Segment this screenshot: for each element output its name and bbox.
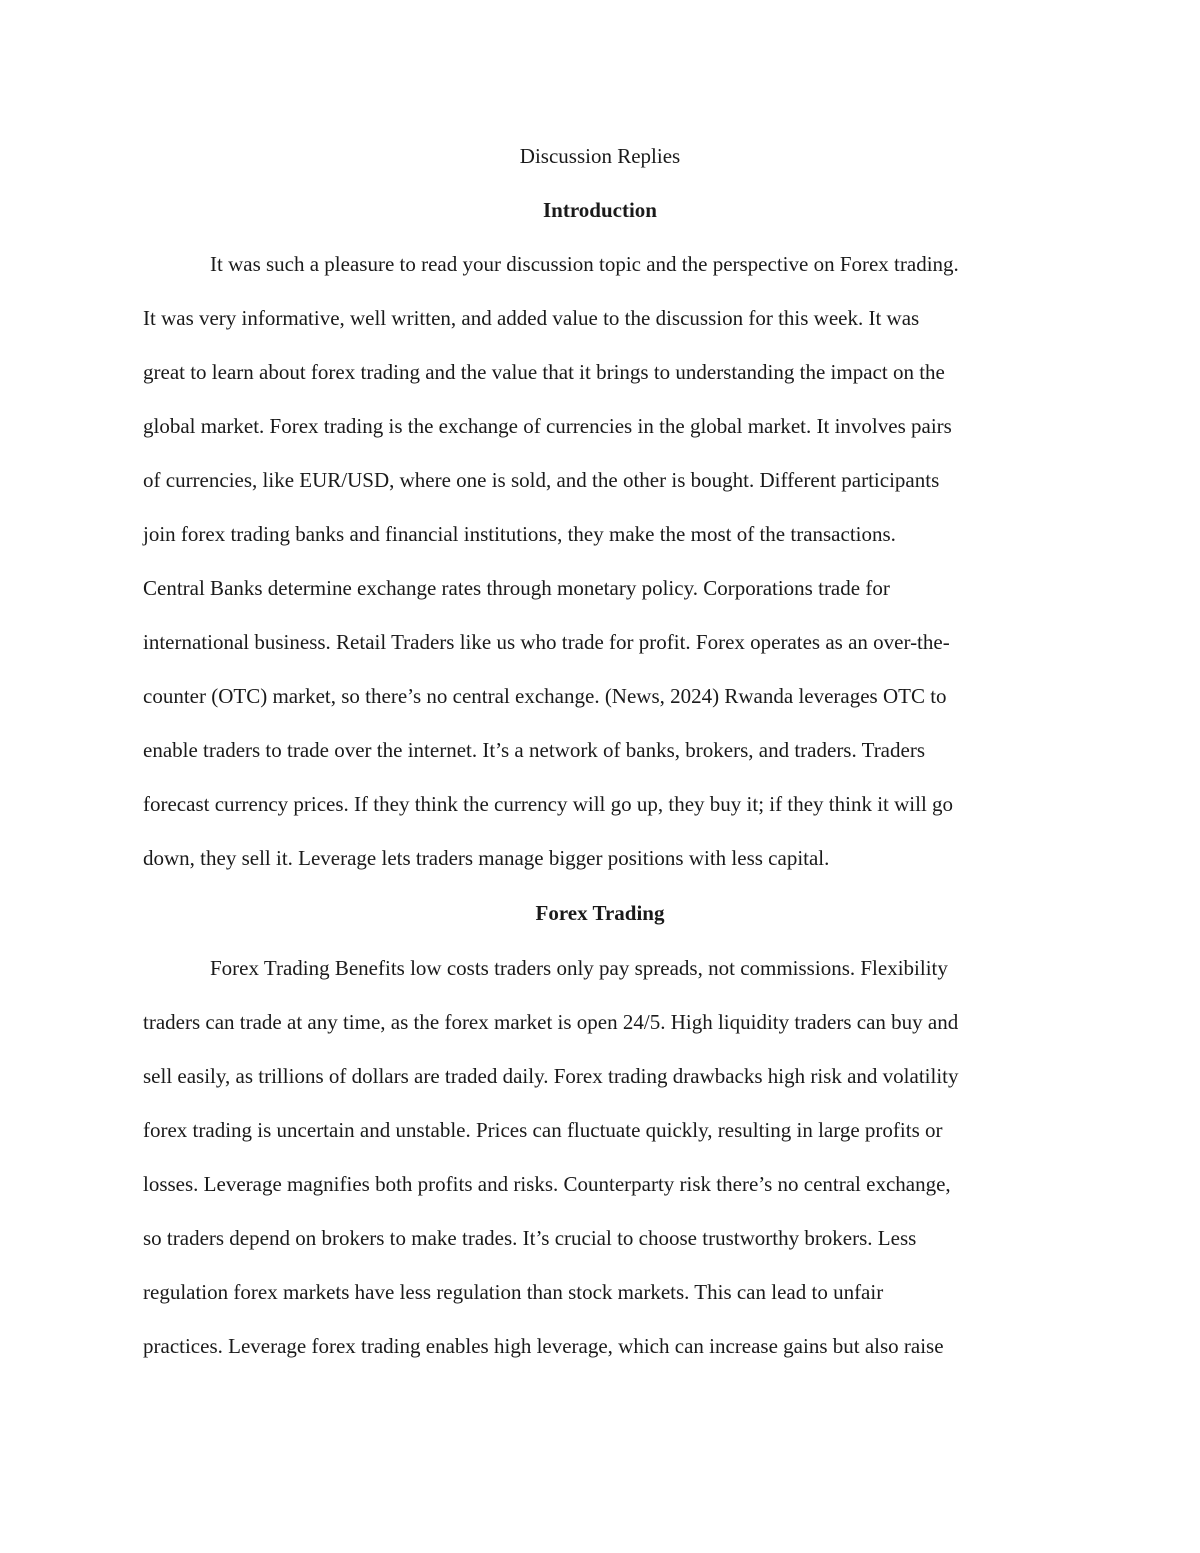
paragraph-line: so traders depend on brokers to make trades. It’s crucial to choose trustworthy brokers. Less [143, 1226, 917, 1250]
paragraph-line: of currencies, like EUR/USD, where one is sold, and the other is bought. Different participants [143, 468, 940, 492]
paragraph-line: It was such a pleasure to read your discussion topic and the perspective on Forex trading. [210, 252, 959, 276]
section-heading-introduction: Introduction [543, 198, 657, 222]
paragraph-line: losses. Leverage magnifies both profits and risks. Counterparty risk there’s no central exchange, [143, 1172, 951, 1196]
paragraph-line: traders can trade at any time, as the forex market is open 24/5. High liquidity traders can buy and [143, 1010, 959, 1034]
paragraph-line: join forex trading banks and financial institutions, they make the most of the transactions. [143, 522, 896, 546]
paragraph-line: international business. Retail Traders like us who trade for profit. Forex operates as an over-the- [143, 630, 950, 654]
document-title: Discussion Replies [519, 144, 681, 168]
paragraph-line: Central Banks determine exchange rates through monetary policy. Corporations trade for [143, 576, 890, 600]
paragraph-line: It was very informative, well written, and added value to the discussion for this week. It was [143, 306, 920, 330]
paragraph-line: great to learn about forex trading and the value that it brings to understanding the impact on the [143, 360, 945, 384]
paragraph-introduction [143, 249, 959, 897]
paragraph-line: global market. Forex trading is the exchange of currencies in the global market. It involves pairs [143, 414, 952, 438]
paragraph-line: counter (OTC) market, so there’s no central exchange. (News, 2024) Rwanda leverages OTC to [143, 684, 947, 708]
paragraph-line: forecast currency prices. If they think the currency will go up, they buy it; if they think it will go [143, 792, 954, 816]
paragraph-line: down, they sell it. Leverage lets traders manage bigger positions with less capital. [143, 846, 830, 870]
section-heading-forex-trading: Forex Trading [535, 901, 665, 925]
paragraph-line: regulation forex markets have less regulation than stock markets. This can lead to unfair [143, 1280, 884, 1304]
paragraph-line: Forex Trading Benefits low costs traders only pay spreads, not commissions. Flexibility [210, 956, 948, 980]
paragraph-line: enable traders to trade over the internet. It’s a network of banks, brokers, and traders. Traders [143, 738, 925, 762]
paragraph-line: forex trading is uncertain and unstable. Prices can fluctuate quickly, resulting in large profits or [143, 1118, 943, 1142]
paragraph-line: sell easily, as trillions of dollars are traded daily. Forex trading drawbacks high risk and volatility [143, 1064, 959, 1088]
paragraph-line: practices. Leverage forex trading enables high leverage, which can increase gains but also raise [143, 1334, 944, 1358]
paragraph-forex-trading [143, 953, 959, 1385]
